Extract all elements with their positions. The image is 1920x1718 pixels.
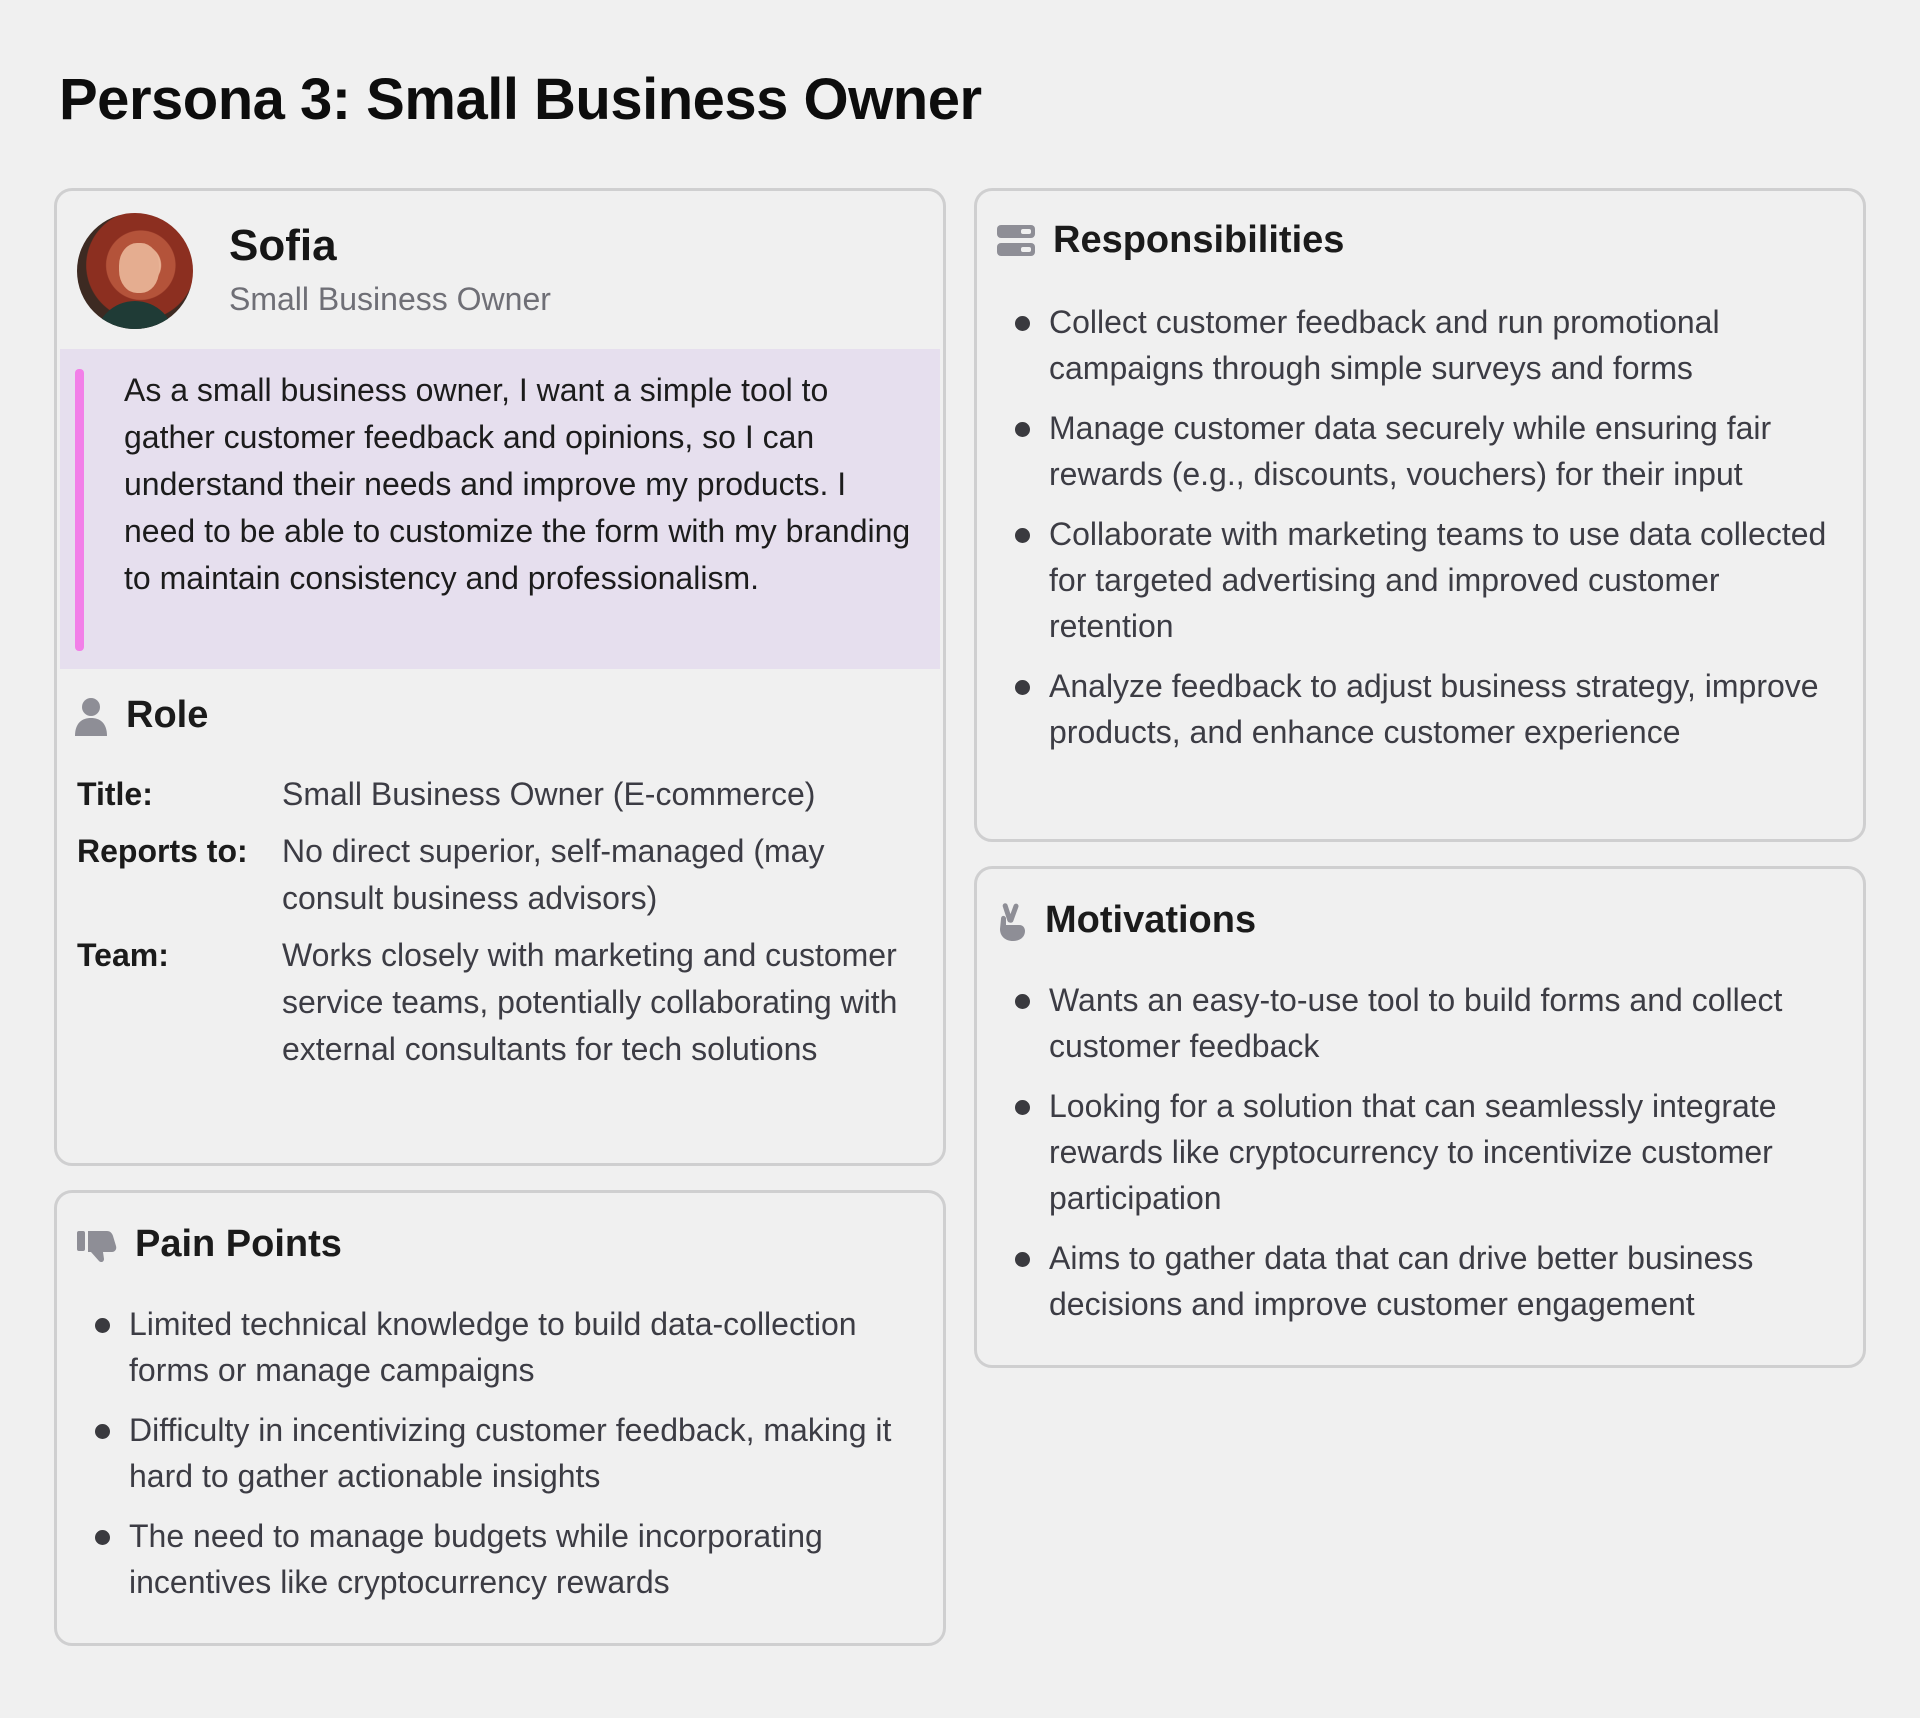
quote-text: As a small business owner, I want a simple tool to gather customer feedback and opinions, so I can understand their needs and improve my products. I need to be able to customize the form with my branding to maintain consistency and professionalism. (124, 372, 911, 596)
motivations-list (1015, 977, 1845, 1341)
role-row-reports-to (77, 828, 917, 922)
responsibilities-card (974, 188, 1866, 842)
list-item: Collaborate with marketing teams to use data collected for targeted advertising and improved customer retention (1015, 511, 1845, 649)
list-item: Analyze feedback to adjust business strategy, improve products, and enhance customer experience (1015, 663, 1845, 755)
pain-points-card (54, 1190, 946, 1646)
list-item: Aims to gather data that can drive better business decisions and improve customer engagement (1015, 1235, 1845, 1327)
role-label: Title: (77, 776, 153, 812)
avatar (77, 213, 193, 329)
role-value: No direct superior, self-managed (may consult business advisors) (282, 833, 825, 916)
role-heading (74, 694, 208, 737)
pain-points-heading-label: Pain Points (135, 1223, 342, 1265)
role-row-title (77, 771, 917, 818)
profile-card (54, 188, 946, 1166)
pain-points-heading (77, 1223, 342, 1266)
server-icon (997, 225, 1035, 257)
responsibilities-heading (997, 219, 1344, 262)
responsibilities-list (1015, 299, 1845, 769)
list-item: Wants an easy-to-use tool to build forms and collect customer feedback (1015, 977, 1845, 1069)
responsibilities-heading-label: Responsibilities (1053, 219, 1345, 261)
persona-name: Sofia (229, 221, 337, 270)
motivations-card (974, 866, 1866, 1368)
motivations-heading (997, 899, 1256, 942)
list-item: Limited technical knowledge to build data-collection forms or manage campaigns (95, 1301, 915, 1393)
role-value: Small Business Owner (E-commerce) (282, 776, 816, 812)
crossed-fingers-icon (997, 901, 1027, 941)
persona-quote (60, 349, 940, 669)
pain-points-list (95, 1301, 915, 1619)
person-icon (74, 696, 108, 736)
role-row-team (77, 932, 917, 1073)
role-heading-label: Role (126, 694, 209, 736)
list-item: Difficulty in incentivizing customer feedback, making it hard to gather actionable insights (95, 1407, 915, 1499)
role-label: Reports to: (77, 833, 248, 869)
role-value: Works closely with marketing and customer service teams, potentially collaborating with external consultants for tech solutions (282, 937, 898, 1067)
list-item: Looking for a solution that can seamlessly integrate rewards like cryptocurrency to incentivize customer participation (1015, 1083, 1845, 1221)
list-item: Manage customer data securely while ensuring fair rewards (e.g., discounts, vouchers) for their input (1015, 405, 1845, 497)
page-title: Persona 3: Small Business Owner (59, 67, 982, 132)
quote-accent-bar (75, 369, 84, 651)
role-details (77, 771, 917, 1083)
motivations-heading-label: Motivations (1045, 899, 1257, 941)
role-label: Team: (77, 937, 169, 973)
persona-role: Small Business Owner (229, 281, 551, 317)
list-item: Collect customer feedback and run promotional campaigns through simple surveys and forms (1015, 299, 1845, 391)
thumbs-down-icon (77, 1227, 117, 1263)
list-item: The need to manage budgets while incorporating incentives like cryptocurrency rewards (95, 1513, 915, 1605)
